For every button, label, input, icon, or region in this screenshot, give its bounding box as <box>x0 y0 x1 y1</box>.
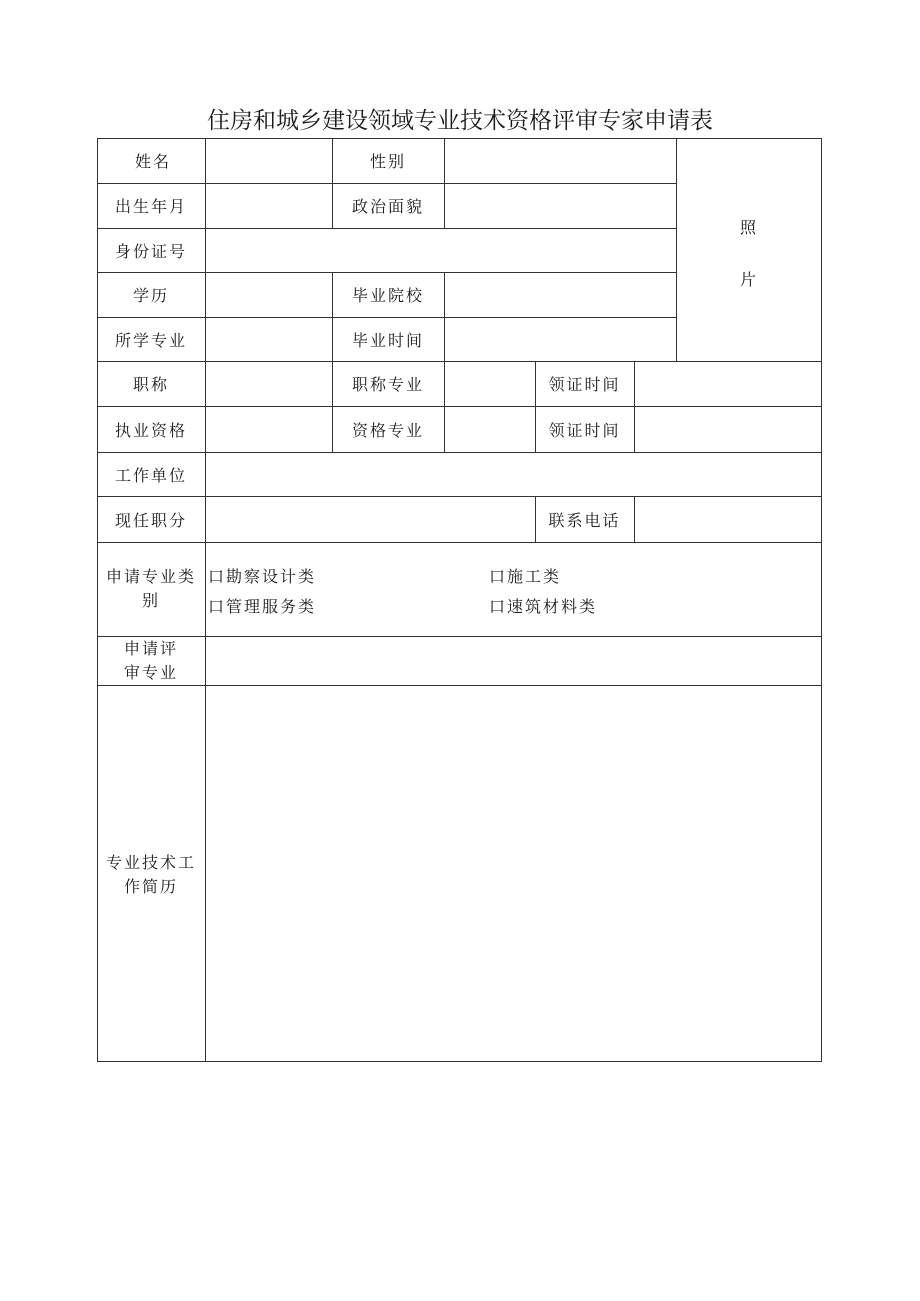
qual-cert-time-field[interactable] <box>635 407 821 452</box>
label-school: 毕业院校 <box>351 286 424 305</box>
category-building-materials-checkbox[interactable]: 口速筑材料类 <box>489 597 598 616</box>
qualification-field[interactable] <box>206 407 332 452</box>
label-resume-line2: 作简历 <box>123 876 178 896</box>
label-qual-cert-time: 领证时间 <box>548 420 621 440</box>
position-field[interactable] <box>206 497 535 542</box>
label-employer: 工作单位 <box>114 465 187 485</box>
employer-field[interactable] <box>206 453 821 496</box>
label-grad-time: 毕业时间 <box>351 330 424 350</box>
label-resume-line1: 专业技术工 <box>105 852 196 872</box>
category-survey-design-checkbox[interactable]: 口勘察设计类 <box>208 567 317 586</box>
apply-major-field[interactable] <box>206 637 821 685</box>
label-apply-major-line1: 申请评 <box>123 638 178 658</box>
major-field[interactable] <box>206 318 332 361</box>
label-resume <box>97 685 205 1062</box>
label-title-cert-time: 领证时间 <box>548 375 621 394</box>
photo-label-2: 片 <box>740 270 757 289</box>
education-field[interactable] <box>206 273 332 317</box>
label-apply-category-line2: 别 <box>141 591 160 610</box>
qual-major-field[interactable] <box>445 407 535 452</box>
label-major: 所学专业 <box>114 330 187 350</box>
political-field[interactable] <box>445 184 676 228</box>
birth-field[interactable] <box>206 184 332 228</box>
label-qual-major: 资格专业 <box>351 420 424 440</box>
label-name: 姓名 <box>134 152 171 171</box>
label-qualification: 执业资格 <box>114 420 187 440</box>
label-title-rank: 职称 <box>132 375 169 394</box>
category-construction-checkbox[interactable]: 口施工类 <box>489 567 562 586</box>
phone-field[interactable] <box>635 497 821 542</box>
label-apply-major <box>97 636 205 685</box>
title-major-field[interactable] <box>445 362 535 406</box>
grad-time-field[interactable] <box>445 318 676 361</box>
label-apply-major-line2: 审专业 <box>123 662 178 682</box>
label-id-number: 身份证号 <box>114 241 187 261</box>
label-apply-category <box>97 542 205 636</box>
label-political: 政治面貌 <box>351 197 424 216</box>
resume-field[interactable] <box>206 686 821 1061</box>
id-number-field[interactable] <box>206 229 676 272</box>
title-cert-time-field[interactable] <box>635 362 821 406</box>
name-field[interactable] <box>206 139 332 183</box>
label-gender: 性别 <box>369 152 406 171</box>
form-title: 住房和城乡建设领域专业技术资格评审专家申请表 <box>207 108 713 134</box>
label-phone: 联系电话 <box>548 510 621 530</box>
label-title-major: 职称专业 <box>351 375 424 394</box>
label-education: 学历 <box>132 286 169 305</box>
label-apply-category-line1: 申请专业类 <box>105 567 196 586</box>
category-management-service-checkbox[interactable]: 口管理服务类 <box>208 597 317 616</box>
school-field[interactable] <box>445 273 676 317</box>
gender-field[interactable] <box>445 139 676 183</box>
photo-area[interactable] <box>676 138 821 361</box>
title-rank-field[interactable] <box>206 362 332 406</box>
label-birth: 出生年月 <box>114 197 187 216</box>
label-position: 现任职分 <box>114 510 187 530</box>
photo-label-1: 照 <box>740 218 757 237</box>
